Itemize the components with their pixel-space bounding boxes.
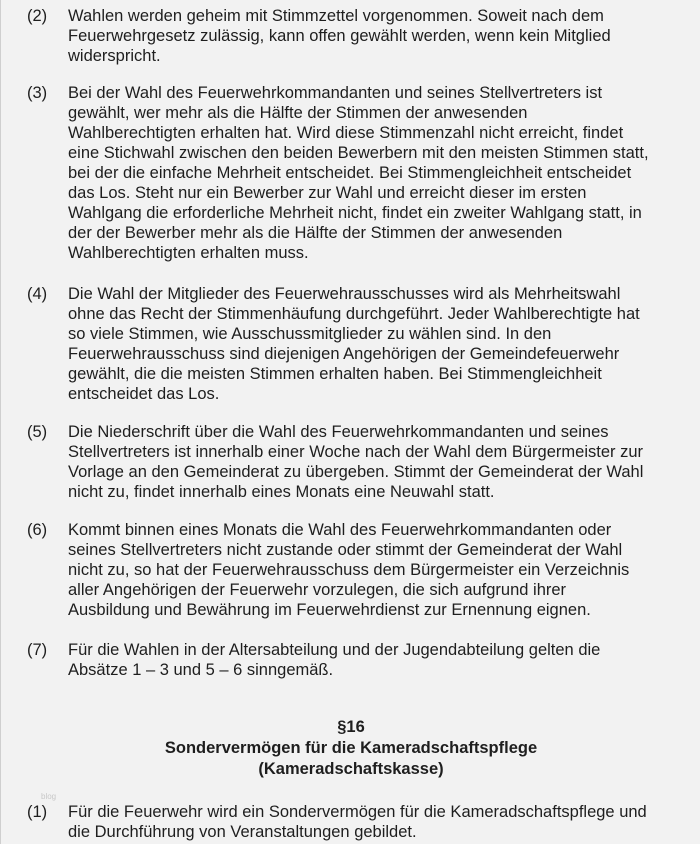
text-line: Ausbildung und Bewährung im Feuerwehrdienst zur Ernennung eignen.: [68, 601, 591, 619]
text-line: Feuerwehrgesetz zulässig, kann offen gewählt werden, wenn kein Mitglied: [68, 27, 611, 45]
text-line: Für die Wahlen in der Altersabteilung und der Jugendabteilung gelten die: [68, 641, 601, 659]
paragraph-number: (1): [27, 803, 48, 821]
text-line: gewählt, die die meisten Stimmen erhalten haben. Bei Stimmengleichheit: [68, 365, 602, 383]
text-line: so viele Stimmen, wie Ausschussmitglieder zu wählen sind. In den: [68, 325, 552, 343]
text-line: nicht zu, findet innerhalb eines Monats eine Neuwahl statt.: [68, 483, 495, 501]
text-line: Die Niederschrift über die Wahl des Feuerwehrkommandanten und seines: [68, 423, 609, 441]
text-line: gewählt, wer mehr als die Hälfte der Stimmen der anwesenden: [68, 104, 528, 122]
watermark: blog: [41, 792, 57, 801]
paragraph-number: (4): [27, 285, 48, 303]
section-heading: [1, 717, 700, 780]
paragraph-number: (3): [27, 84, 48, 102]
text-line: Die Wahl der Mitglieder des Feuerwehrausschusses wird als Mehrheitswahl: [68, 285, 621, 303]
text-line: Bei der Wahl des Feuerwehrkommandanten und seines Stellvertreters ist: [68, 84, 603, 102]
text-line: widerspricht.: [68, 47, 161, 65]
text-line: Feuerwehrausschuss sind diejenigen Angehörigen der Gemeindefeuerwehr: [68, 345, 620, 363]
text-line: Vorlage an den Gemeinderat zu übergeben. Stimmt der Gemeinderat der Wahl: [68, 463, 644, 481]
text-line: ohne das Recht der Stimmenhäufung durchgeführt. Jeder Wahlberechtigte hat: [68, 305, 640, 323]
text-line: entscheidet das Los.: [68, 385, 220, 403]
paragraph-number: (6): [27, 521, 48, 539]
paragraph-number: (2): [27, 7, 48, 25]
text-line: Für die Feuerwehr wird ein Sondervermögen für die Kameradschaftspflege und: [68, 803, 647, 821]
text-line: seines Stellvertreters nicht zustande oder stimmt der Gemeinderat der Wahl: [68, 541, 623, 559]
text-line: Wahlen werden geheim mit Stimmzettel vorgenommen. Soweit nach dem: [68, 7, 604, 25]
text-line: Absätze 1 – 3 und 5 – 6 sinngemäß.: [68, 661, 334, 679]
section-subtitle: (Kameradschaftskasse): [258, 760, 444, 778]
text-line: Wahlberechtigten erhalten muss.: [68, 244, 309, 262]
paragraph-number: (7): [27, 641, 48, 659]
text-line: nicht zu, so hat der Feuerwehrausschuss dem Bürgermeister ein Verzeichnis: [68, 561, 630, 579]
section-number: §16: [337, 718, 365, 736]
text-line: aller Angehörigen der Feuerwehr vorzulegen, die sich aufgrund ihrer: [68, 581, 567, 599]
text-line: Wahlberechtigten erhalten hat. Wird diese Stimmenzahl nicht erreicht, findet: [68, 124, 624, 142]
text-line: das Los. Steht nur ein Bewerber zur Wahl und erreicht dieser im ersten: [68, 184, 587, 202]
text-line: die Durchführung von Veranstaltungen gebildet.: [68, 823, 417, 841]
text-line: Stellvertreters ist innerhalb einer Woche nach der Wahl dem Bürgermeister zur: [68, 443, 643, 461]
text-line: der der Bewerber mehr als die Hälfte der Stimmen der anwesenden: [68, 224, 563, 242]
paragraph-number: (5): [27, 423, 48, 441]
text-line: Kommt binnen eines Monats die Wahl des Feuerwehrkommandanten oder: [68, 521, 612, 539]
text-line: eine Stichwahl zwischen den beiden Bewerbern mit den meisten Stimmen statt,: [68, 144, 649, 162]
section-title: Sondervermögen für die Kameradschaftspflege: [164, 739, 538, 757]
text-line: Wahlgang die erforderliche Mehrheit nicht, findet ein zweiter Wahlgang statt, in: [68, 204, 642, 222]
text-line: bei der die einfache Mehrheit entscheidet. Bei Stimmengleichheit entscheidet: [68, 164, 632, 182]
